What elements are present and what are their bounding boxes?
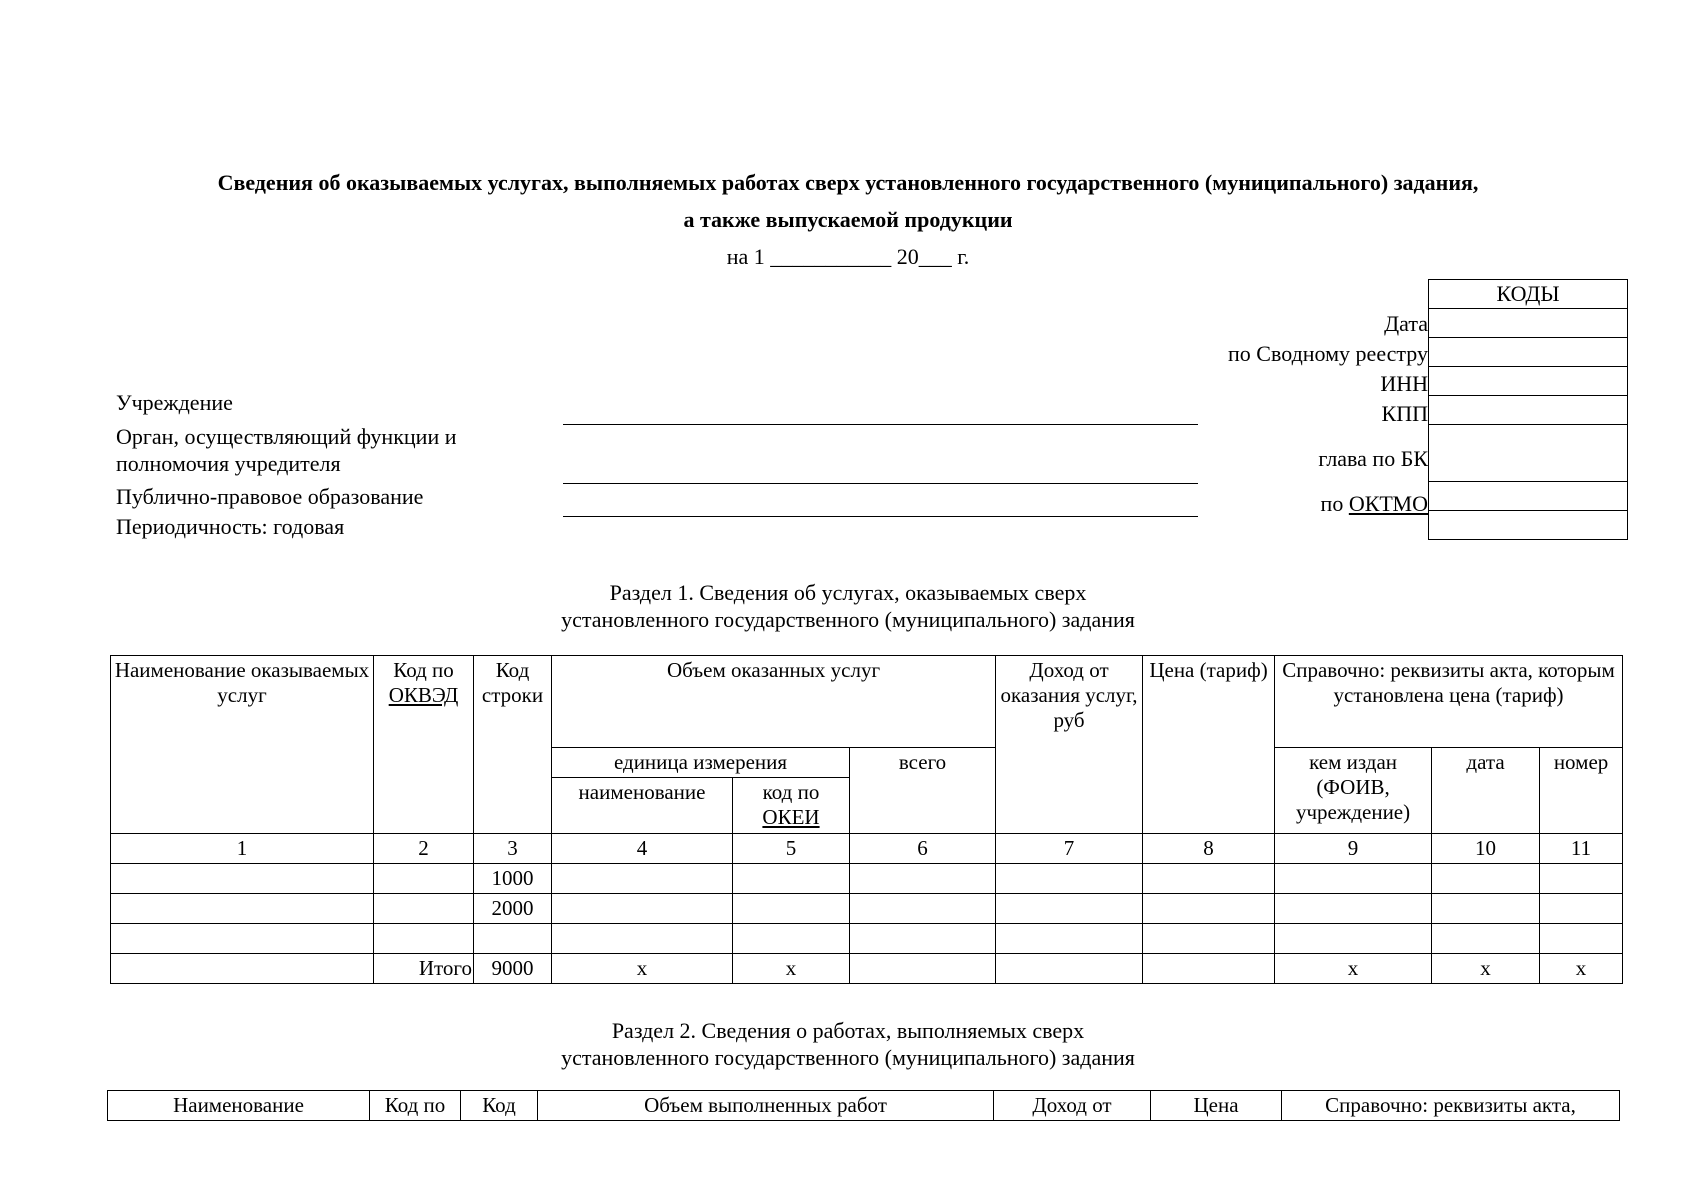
section2-title-line1: Раздел 2. Сведения о работах, выполняемых сверх xyxy=(611,1018,1085,1043)
code-cell-kpp xyxy=(1429,396,1628,425)
header-okei-abbr: ОКЕИ xyxy=(762,805,820,829)
table-cell[interactable] xyxy=(1540,894,1623,924)
s2-header-ref-act: Справочно: реквизиты акта, xyxy=(1282,1091,1620,1121)
code-cell-date xyxy=(1429,309,1628,338)
table-cell[interactable] xyxy=(850,894,996,924)
table-cell[interactable] xyxy=(1275,894,1432,924)
table-cell: х xyxy=(1540,954,1623,984)
field-organ-label-line2: полномочия учредителя xyxy=(116,451,341,476)
table-cell[interactable] xyxy=(111,924,374,954)
s2-header-volume: Объем выполненных работ xyxy=(538,1091,994,1121)
table-cell: х xyxy=(733,954,850,984)
column-number: 1 xyxy=(111,834,374,864)
table-cell[interactable] xyxy=(552,924,733,954)
codes-label-registry: по Сводному реестру xyxy=(1228,341,1428,366)
column-number: 5 xyxy=(733,834,850,864)
header-act-number: номер xyxy=(1540,748,1623,834)
organ-fill-line[interactable] xyxy=(563,483,1198,484)
header-issuer: кем издан (ФОИВ, учреждение) xyxy=(1275,748,1432,834)
codes-label-glava: глава по БК xyxy=(1318,446,1428,471)
section2-table xyxy=(107,1090,1620,1121)
column-number: 4 xyxy=(552,834,733,864)
s2-header-code: Код xyxy=(461,1091,538,1121)
column-number: 7 xyxy=(996,834,1143,864)
header-income: Доход от оказания услуг, руб xyxy=(996,656,1143,834)
code-cell-inn xyxy=(1429,367,1628,396)
table-cell[interactable] xyxy=(733,894,850,924)
table-cell[interactable] xyxy=(111,894,374,924)
table-cell[interactable] xyxy=(552,864,733,894)
table-cell[interactable] xyxy=(474,924,552,954)
table-cell[interactable] xyxy=(1540,924,1623,954)
s2-header-price: Цена xyxy=(1151,1091,1282,1121)
table-row xyxy=(111,924,1623,954)
s2-header-okved: Код по xyxy=(370,1091,461,1121)
table-cell[interactable] xyxy=(374,894,474,924)
table-cell[interactable] xyxy=(1143,864,1275,894)
document-title-line1: Сведения об оказываемых услугах, выполняемых работах сверх установленного государственного (муниципального) задания, xyxy=(217,170,1479,195)
table-row-total xyxy=(111,954,1623,984)
codes-label-date: Дата xyxy=(1384,311,1428,336)
codes-label-inn: ИНН xyxy=(1380,371,1428,396)
header-unit-name: наименование xyxy=(552,778,733,834)
header-okved-abbr: ОКВЭД xyxy=(388,683,459,707)
table-cell[interactable] xyxy=(850,924,996,954)
table-cell: 1000 xyxy=(474,864,552,894)
header-code-row: Код строки xyxy=(474,656,552,834)
header-okved-prefix: Код по xyxy=(393,658,454,682)
codes-label-oktmo xyxy=(1321,491,1428,517)
table-cell[interactable] xyxy=(111,864,374,894)
code-cell-glava xyxy=(1429,425,1628,482)
field-periodicity-label: Периодичность: годовая xyxy=(116,514,345,539)
table-cell[interactable] xyxy=(374,864,474,894)
table-cell[interactable] xyxy=(374,924,474,954)
column-number: 3 xyxy=(474,834,552,864)
table-cell[interactable] xyxy=(996,924,1143,954)
codes-label-oktmo-prefix: по xyxy=(1320,491,1349,516)
section2-title-line2: установленного государственного (муниципального) задания xyxy=(561,1045,1135,1070)
total-label: Итого xyxy=(374,954,474,984)
table-cell[interactable] xyxy=(850,954,996,984)
header-act-date: дата xyxy=(1432,748,1540,834)
table-cell[interactable] xyxy=(1275,924,1432,954)
code-cell-extra xyxy=(1429,511,1628,540)
table-cell[interactable] xyxy=(996,894,1143,924)
header-okved xyxy=(374,656,474,834)
table-cell[interactable] xyxy=(1432,864,1540,894)
header-service-name: Наименование оказываемых услуг xyxy=(111,656,374,834)
field-public-entity-label: Публично-правовое образование xyxy=(116,484,424,509)
table-cell[interactable] xyxy=(1540,864,1623,894)
table-cell[interactable] xyxy=(996,864,1143,894)
table-cell[interactable] xyxy=(552,894,733,924)
column-number: 8 xyxy=(1143,834,1275,864)
code-cell-oktmo xyxy=(1429,482,1628,511)
s2-header-name: Наименование xyxy=(108,1091,370,1121)
table-cell[interactable] xyxy=(1143,894,1275,924)
table-cell[interactable] xyxy=(733,864,850,894)
table-cell[interactable] xyxy=(1432,924,1540,954)
header-total: всего xyxy=(850,748,996,834)
table-cell: х xyxy=(552,954,733,984)
table-row xyxy=(111,864,1623,894)
table-cell[interactable] xyxy=(850,864,996,894)
codes-label-oktmo-abbr: ОКТМО xyxy=(1348,491,1428,516)
table-cell: х xyxy=(1432,954,1540,984)
table-cell: х xyxy=(1275,954,1432,984)
column-number: 11 xyxy=(1540,834,1623,864)
header-okei xyxy=(733,778,850,834)
header-price: Цена (тариф) xyxy=(1143,656,1275,834)
table-cell[interactable] xyxy=(1143,954,1275,984)
codes-header: КОДЫ xyxy=(1429,280,1628,309)
header-ref-act: Справочно: реквизиты акта, которым установлена цена (тариф) xyxy=(1275,656,1623,748)
header-okei-prefix: код по xyxy=(762,780,820,804)
header-volume: Объем оказанных услуг xyxy=(552,656,996,748)
institution-fill-line[interactable] xyxy=(563,424,1198,425)
section1-title-line2: установленного государственного (муниципального) задания xyxy=(561,607,1135,632)
s2-header-income: Доход от xyxy=(994,1091,1151,1121)
report-date-line: на 1 ___________ 20___ г. xyxy=(726,244,970,269)
table-cell[interactable] xyxy=(1432,894,1540,924)
field-organ-label-line1: Орган, осуществляющий функции и xyxy=(116,424,457,449)
column-number: 2 xyxy=(374,834,474,864)
table-cell[interactable] xyxy=(1275,864,1432,894)
column-number: 10 xyxy=(1432,834,1540,864)
column-numbers-row xyxy=(111,834,1623,864)
table-cell[interactable] xyxy=(1143,924,1275,954)
document-title-line2: а также выпускаемой продукции xyxy=(683,207,1013,232)
table-cell: 2000 xyxy=(474,894,552,924)
codes-label-kpp: КПП xyxy=(1381,401,1428,426)
table-cell xyxy=(111,954,374,984)
public-entity-fill-line[interactable] xyxy=(563,516,1198,517)
field-institution-label: Учреждение xyxy=(116,390,233,415)
column-number: 6 xyxy=(850,834,996,864)
total-code: 9000 xyxy=(474,954,552,984)
table-row xyxy=(111,894,1623,924)
section1-table xyxy=(110,655,1623,984)
table-cell[interactable] xyxy=(996,954,1143,984)
codes-box xyxy=(1428,279,1628,540)
table-cell[interactable] xyxy=(733,924,850,954)
code-cell-registry xyxy=(1429,338,1628,367)
column-number: 9 xyxy=(1275,834,1432,864)
header-unit: единица измерения xyxy=(552,748,850,778)
section1-title-line1: Раздел 1. Сведения об услугах, оказываемых сверх xyxy=(609,580,1087,605)
